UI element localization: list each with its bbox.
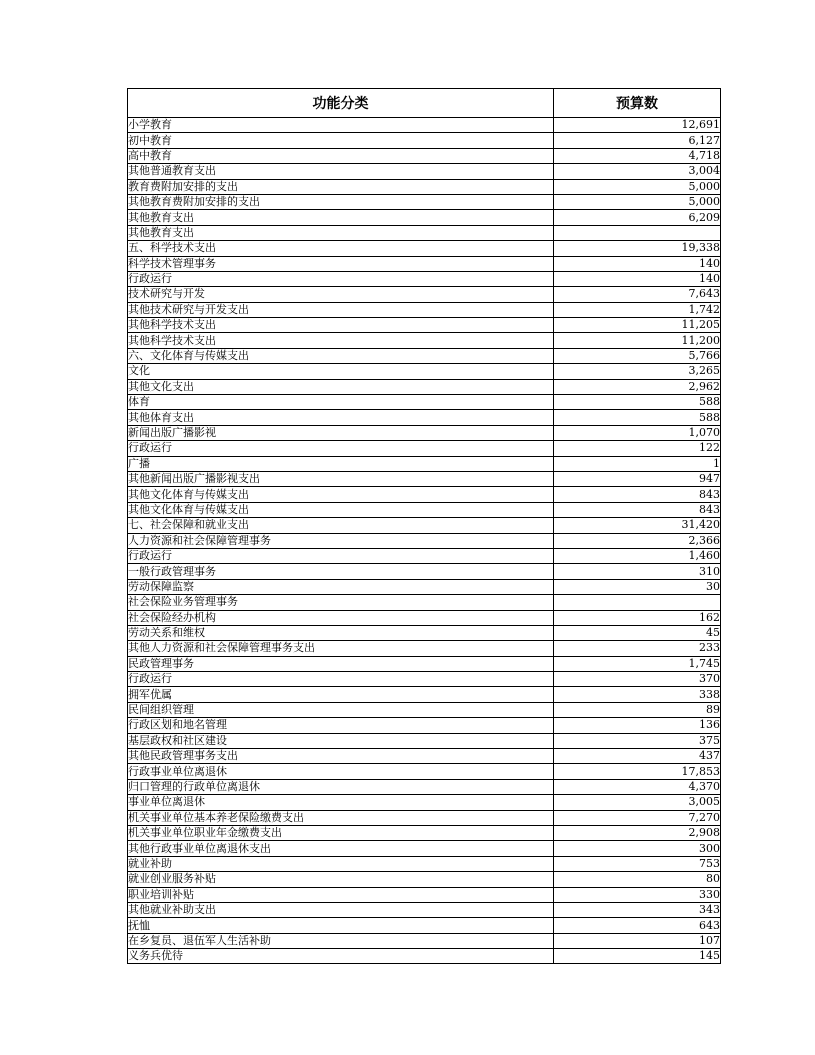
- category-cell: 机关事业单位基本养老保险缴费支出: [128, 810, 554, 825]
- amount-cell: 310: [554, 564, 721, 579]
- category-cell: 归口管理的行政单位离退休: [128, 779, 554, 794]
- amount-cell: 1,460: [554, 548, 721, 563]
- category-cell: 其他新闻出版广播影视支出: [128, 471, 554, 486]
- table-row: [128, 287, 721, 302]
- category-cell: 其他行政事业单位离退休支出: [128, 841, 554, 856]
- table-row: [128, 872, 721, 887]
- budget-table: [127, 88, 721, 964]
- category-cell: 事业单位离退休: [128, 795, 554, 810]
- table-row: [128, 810, 721, 825]
- amount-cell: 1,070: [554, 425, 721, 440]
- category-cell: 基层政权和社区建设: [128, 733, 554, 748]
- table-row: [128, 164, 721, 179]
- table-row: [128, 271, 721, 286]
- category-cell: 其他文化体育与传媒支出: [128, 502, 554, 517]
- table-row: [128, 118, 721, 133]
- table-row: [128, 194, 721, 209]
- amount-cell: 80: [554, 872, 721, 887]
- category-cell: 行政运行: [128, 441, 554, 456]
- table-row: [128, 256, 721, 271]
- category-cell: 七、社会保障和就业支出: [128, 518, 554, 533]
- category-cell: 拥军优属: [128, 687, 554, 702]
- amount-cell: 30: [554, 579, 721, 594]
- amount-cell: 5,766: [554, 348, 721, 363]
- amount-cell: 338: [554, 687, 721, 702]
- category-cell: 其他技术研究与开发支出: [128, 302, 554, 317]
- category-cell: 五、科学技术支出: [128, 241, 554, 256]
- table-row: [128, 318, 721, 333]
- category-cell: 一般行政管理事务: [128, 564, 554, 579]
- table-row: [128, 718, 721, 733]
- category-cell: 就业补助: [128, 856, 554, 871]
- category-cell: 义务兵优待: [128, 949, 554, 964]
- table-row: [128, 749, 721, 764]
- category-cell: 行政运行: [128, 672, 554, 687]
- category-cell: 科学技术管理事务: [128, 256, 554, 271]
- amount-cell: 122: [554, 441, 721, 456]
- category-cell: 就业创业服务补贴: [128, 872, 554, 887]
- amount-cell: 947: [554, 471, 721, 486]
- amount-cell: 12,691: [554, 118, 721, 133]
- category-cell: 技术研究与开发: [128, 287, 554, 302]
- category-cell: 行政事业单位离退休: [128, 764, 554, 779]
- amount-cell: 1,742: [554, 302, 721, 317]
- amount-cell: 4,718: [554, 148, 721, 163]
- table-row: [128, 379, 721, 394]
- amount-cell: 140: [554, 256, 721, 271]
- table-row: [128, 471, 721, 486]
- amount-cell: 300: [554, 841, 721, 856]
- table-row: [128, 333, 721, 348]
- table-row: [128, 548, 721, 563]
- category-cell: 新闻出版广播影视: [128, 425, 554, 440]
- category-cell: 六、文化体育与传媒支出: [128, 348, 554, 363]
- table-row: [128, 564, 721, 579]
- table-row: [128, 625, 721, 640]
- amount-cell: 370: [554, 672, 721, 687]
- category-cell: 广播: [128, 456, 554, 471]
- category-cell: 其他文化支出: [128, 379, 554, 394]
- category-cell: 劳动保障监察: [128, 579, 554, 594]
- amount-cell: 233: [554, 641, 721, 656]
- category-cell: 初中教育: [128, 133, 554, 148]
- amount-cell: 6,127: [554, 133, 721, 148]
- table-row: [128, 487, 721, 502]
- amount-cell: 3,005: [554, 795, 721, 810]
- table-row: [128, 949, 721, 964]
- amount-cell: 145: [554, 949, 721, 964]
- table-row: [128, 456, 721, 471]
- category-cell: 其他科学技术支出: [128, 333, 554, 348]
- amount-cell: 7,270: [554, 810, 721, 825]
- amount-cell: 107: [554, 933, 721, 948]
- amount-cell: 6,209: [554, 210, 721, 225]
- category-cell: 行政运行: [128, 548, 554, 563]
- category-cell: 其他民政管理事务支出: [128, 749, 554, 764]
- category-cell: 其他人力资源和社会保障管理事务支出: [128, 641, 554, 656]
- table-row: [128, 502, 721, 517]
- table-row: [128, 241, 721, 256]
- table-row: [128, 133, 721, 148]
- category-cell: 机关事业单位职业年金缴费支出: [128, 825, 554, 840]
- table-row: [128, 764, 721, 779]
- table-row: [128, 595, 721, 610]
- table-row: [128, 533, 721, 548]
- category-cell: 社会保险业务管理事务: [128, 595, 554, 610]
- table-row: [128, 410, 721, 425]
- table-row: [128, 641, 721, 656]
- category-cell: 在乡复员、退伍军人生活补助: [128, 933, 554, 948]
- table-row: [128, 825, 721, 840]
- amount-cell: 1,745: [554, 656, 721, 671]
- amount-cell: 4,370: [554, 779, 721, 794]
- amount-cell: 3,004: [554, 164, 721, 179]
- table-row: [128, 610, 721, 625]
- amount-cell: 2,908: [554, 825, 721, 840]
- table-row: [128, 687, 721, 702]
- amount-cell: 136: [554, 718, 721, 733]
- table-row: [128, 348, 721, 363]
- amount-cell: 2,366: [554, 533, 721, 548]
- table-row: [128, 933, 721, 948]
- table-row: [128, 395, 721, 410]
- category-cell: 其他教育支出: [128, 210, 554, 225]
- header-category: 功能分类: [128, 89, 554, 118]
- category-cell: 文化: [128, 364, 554, 379]
- amount-cell: 19,338: [554, 241, 721, 256]
- table-row: [128, 210, 721, 225]
- amount-cell: 17,853: [554, 764, 721, 779]
- category-cell: 教育费附加安排的支出: [128, 179, 554, 194]
- table-row: [128, 425, 721, 440]
- amount-cell: 45: [554, 625, 721, 640]
- table-row: [128, 779, 721, 794]
- amount-cell: [554, 225, 721, 240]
- amount-cell: 588: [554, 410, 721, 425]
- table-row: [128, 225, 721, 240]
- table-row: [128, 364, 721, 379]
- amount-cell: 3,265: [554, 364, 721, 379]
- amount-cell: 162: [554, 610, 721, 625]
- table-row: [128, 856, 721, 871]
- amount-cell: 89: [554, 702, 721, 717]
- category-cell: 小学教育: [128, 118, 554, 133]
- amount-cell: 588: [554, 395, 721, 410]
- amount-cell: 11,205: [554, 318, 721, 333]
- category-cell: 民间组织管理: [128, 702, 554, 717]
- category-cell: 其他文化体育与传媒支出: [128, 487, 554, 502]
- category-cell: 行政运行: [128, 271, 554, 286]
- table-row: [128, 148, 721, 163]
- category-cell: 其他科学技术支出: [128, 318, 554, 333]
- table-row: [128, 702, 721, 717]
- amount-cell: 437: [554, 749, 721, 764]
- table-row: [128, 918, 721, 933]
- amount-cell: 843: [554, 502, 721, 517]
- table-row: [128, 179, 721, 194]
- category-cell: 人力资源和社会保障管理事务: [128, 533, 554, 548]
- category-cell: 其他就业补助支出: [128, 902, 554, 917]
- category-cell: 体育: [128, 395, 554, 410]
- category-cell: 其他体育支出: [128, 410, 554, 425]
- category-cell: 民政管理事务: [128, 656, 554, 671]
- table-row: [128, 672, 721, 687]
- amount-cell: 343: [554, 902, 721, 917]
- table-row: [128, 518, 721, 533]
- table-row: [128, 656, 721, 671]
- category-cell: 其他普通教育支出: [128, 164, 554, 179]
- category-cell: 行政区划和地名管理: [128, 718, 554, 733]
- header-amount: 预算数: [554, 89, 721, 118]
- category-cell: 高中教育: [128, 148, 554, 163]
- table-row: [128, 733, 721, 748]
- table-row: [128, 795, 721, 810]
- amount-cell: 753: [554, 856, 721, 871]
- table-row: [128, 902, 721, 917]
- category-cell: 抚恤: [128, 918, 554, 933]
- table-row: [128, 302, 721, 317]
- category-cell: 其他教育支出: [128, 225, 554, 240]
- table-row: [128, 441, 721, 456]
- amount-cell: 375: [554, 733, 721, 748]
- amount-cell: 140: [554, 271, 721, 286]
- amount-cell: 11,200: [554, 333, 721, 348]
- table-body: [128, 118, 721, 964]
- category-cell: 社会保险经办机构: [128, 610, 554, 625]
- category-cell: 其他教育费附加安排的支出: [128, 194, 554, 209]
- amount-cell: 643: [554, 918, 721, 933]
- amount-cell: 31,420: [554, 518, 721, 533]
- amount-cell: [554, 595, 721, 610]
- category-cell: 劳动关系和维权: [128, 625, 554, 640]
- amount-cell: 5,000: [554, 194, 721, 209]
- table-row: [128, 887, 721, 902]
- amount-cell: 7,643: [554, 287, 721, 302]
- table-row: [128, 841, 721, 856]
- amount-cell: 2,962: [554, 379, 721, 394]
- table-header-row: [128, 89, 721, 118]
- amount-cell: 1: [554, 456, 721, 471]
- amount-cell: 330: [554, 887, 721, 902]
- category-cell: 职业培训补贴: [128, 887, 554, 902]
- amount-cell: 5,000: [554, 179, 721, 194]
- amount-cell: 843: [554, 487, 721, 502]
- table-row: [128, 579, 721, 594]
